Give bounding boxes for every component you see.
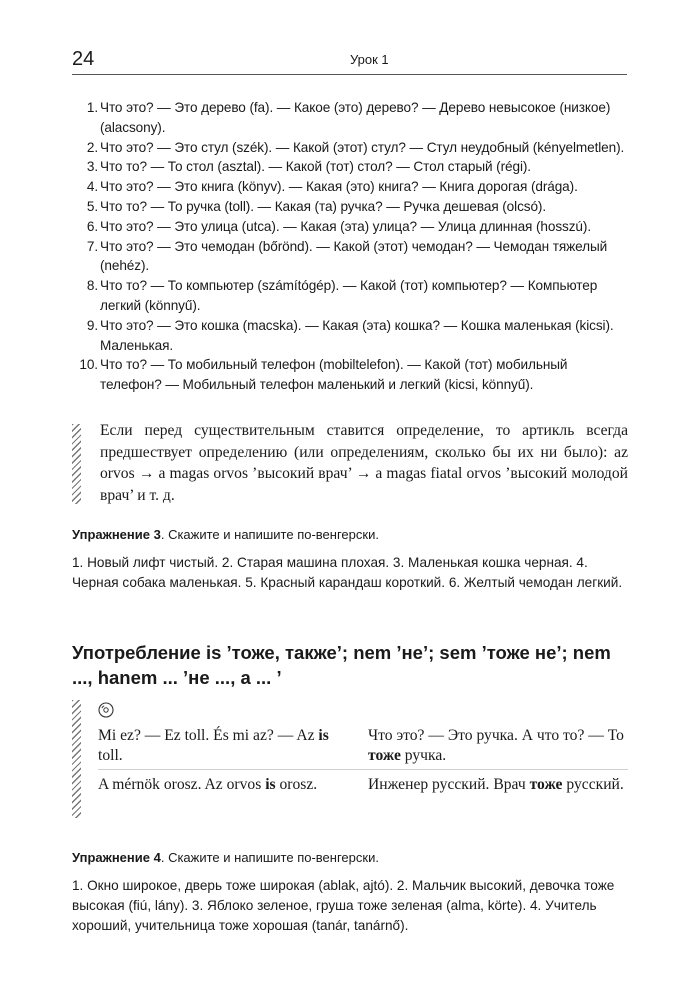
list-item: 10. Что то? — То мобильный телефон (mobiltelefon). — Какой (тот) мобильный телефон? — Мобильный телефон маленький и легкий (kicsi, könnyű). xyxy=(79,357,568,393)
example-hungarian-1: Mi ez? — Ez toll. És mi az? — Az is toll. xyxy=(98,727,329,764)
list-item: 1. Что это? — Это дерево (fa). — Какое (это) дерево? — Дерево невысокое (низкое) (alacsony). xyxy=(86,100,611,135)
example-russian-2: Инженер русский. Врач тоже русский. xyxy=(368,776,624,793)
divider xyxy=(98,769,628,770)
list-item: 2. Что это? — Это стул (szék). — Какой (этот) стул? — Стул неудобный (kényelmetlen). xyxy=(86,139,625,155)
exercise4-label: Упражнение 4 xyxy=(72,850,161,865)
list-item: 6. Что это? — Это улица (utca). — Какая (эта) улица? — Улица длинная (hosszú). xyxy=(86,218,591,234)
example-russian-1: Что это? — Это ручка. А что то? — То тоже ручка. xyxy=(368,727,624,764)
exercise3-body: 1. Новый лифт чистый. 2. Старая машина плохая. 3. Маленькая кошка черная. 4. Черная собака маленькая. 5. Красный карандаш короткий. 6. Желтый чемодан легкий. xyxy=(72,555,623,590)
exercise4-instruction: . Скажите и напишите по-венгерски. xyxy=(160,850,379,865)
exercise3-title xyxy=(72,527,628,542)
question-list xyxy=(76,98,628,395)
section-title: Употребление is ’тоже, также’; nem ’не’; sem ’тоже не’; nem ..., hanem ... ’не ..., а ... ’ xyxy=(72,642,611,688)
note-text: Если перед существительным ставится определение, то артикль всегда предшествует определению (или определениям, сколько бы их ни было): az orvos → a magas orvos ’высокий врач’ → a magas fiatal orvos ’высокий молодой врач’ и т. д. xyxy=(100,422,628,504)
list-item: 5. Что то? — То ручка (toll). — Какая (та) ручка? — Ручка дешевая (olcsó). xyxy=(86,198,547,214)
exercise4-title xyxy=(72,850,628,865)
audio-disc-icon[interactable] xyxy=(98,702,114,718)
list-item: 8. Что то? — То компьютер (számítógép). — Какой (тот) компьютер? — Компьютер легкий (könnyű). xyxy=(86,278,598,313)
note-marker xyxy=(72,424,81,504)
exercise3-instruction: . Скажите и напишите по-венгерски. xyxy=(160,527,379,542)
list-item: 4. Что это? — Это книга (könyv). — Какая (это) книга? — Книга дорогая (drága). xyxy=(86,179,578,195)
list-item: 3. Что то? — То стол (asztal). — Какой (тот) стол? — Стол старый (régi). xyxy=(86,159,531,175)
page-number: 24 xyxy=(72,48,95,70)
lesson-title: Урок 1 xyxy=(350,52,389,67)
list-item: 9. Что это? — Это кошка (macska). — Какая (эта) кошка? — Кошка маленькая (kicsi). Маленькая. xyxy=(86,317,614,353)
grammar-note xyxy=(72,420,628,508)
examples-marker xyxy=(72,700,81,818)
exercise3-label: Упражнение 3 xyxy=(72,527,161,542)
page-header xyxy=(72,48,627,75)
exercise4-body: 1. Окно широкое, дверь тоже широкая (ablak, ajtó). 2. Мальчик высокий, девочка тоже высокая (fiú, lány). 3. Яблоко зеленое, груша тоже зеленая (alma, körte). 4. Учитель хороший, учительница тоже хорошая (tanár, tanárnő). xyxy=(72,878,615,933)
example-hungarian-2: A mérnök orosz. Az orvos is orosz. xyxy=(98,776,318,793)
examples-block xyxy=(72,700,628,820)
list-item: 7. Что это? — Это чемодан (bőrönd). — Какой (этот) чемодан? — Чемодан тяжелый (nehéz). xyxy=(86,238,608,274)
